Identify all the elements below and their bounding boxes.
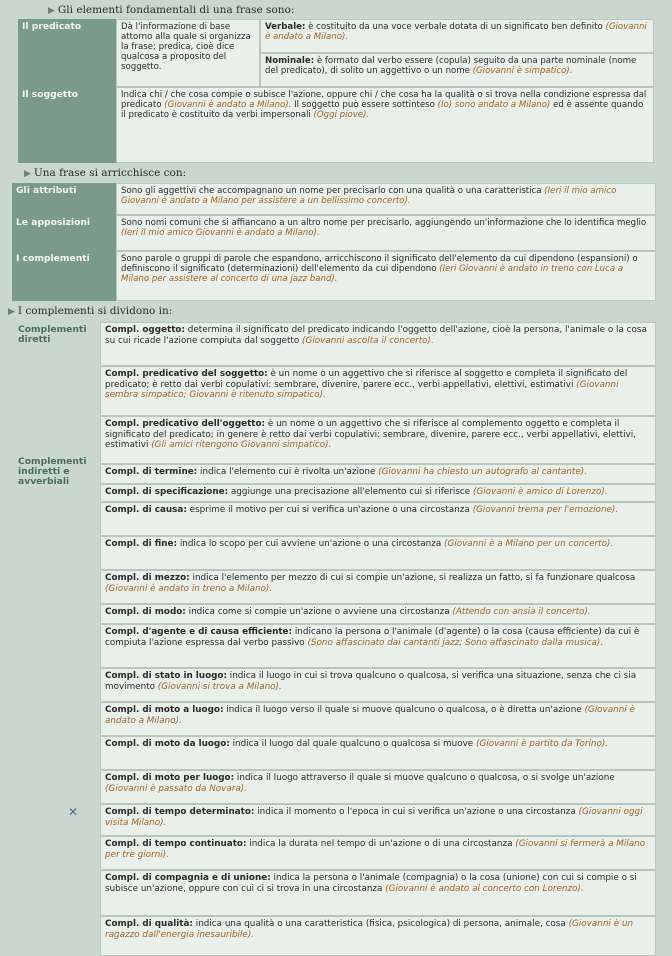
complement-term: Compl. di mezzo:: [105, 573, 190, 583]
complement-row: [100, 604, 656, 624]
complement-example: (Giovanni oggi visita Milano).: [105, 807, 643, 828]
complement-text: indica la durata nel tempo di un'azione o di una circostanza: [249, 839, 513, 849]
label-complementi: I complementi: [12, 251, 116, 301]
complement-term: Compl. di moto a luogo:: [105, 705, 224, 715]
complement-example: (Giovanni ha chiesto un autografo al cantante).: [378, 467, 588, 477]
complement-term: Compl. di stato in luogo:: [105, 671, 227, 681]
complement-term: Compl. di fine:: [105, 539, 178, 549]
complementi-definition: Sono parole o gruppi di parole che espandono, arricchiscono il significato dell'elemento da cui dipendono (espansioni) o definiscono il significato (determinazioni) dell'elemento da cui dipendono (Ieri Giovanni è andato in treno con Luca a Milano per assistere al concerto di una jazz band).: [116, 251, 656, 301]
complement-row: [100, 736, 656, 770]
complement-term: Compl. di termine:: [105, 467, 198, 477]
complement-text: indica l'elemento cui è rivolta un'azione: [200, 467, 376, 477]
complement-example: (Giovanni ascolta il concerto).: [302, 335, 434, 346]
complement-text: indica come si compie un'azione o avviene una circostanza: [188, 607, 450, 617]
complement-term: Compl. predicativo del soggetto:: [105, 369, 268, 379]
complement-row: [100, 464, 656, 484]
complement-term: Compl. di causa:: [105, 505, 187, 515]
complement-example: (Giovanni è andato a Milano).: [105, 705, 635, 726]
label-complementi-indiretti: Complementi indiretti e avverbiali: [18, 456, 87, 487]
complement-text: indica il momento o l'epoca in cui si verifica un'azione o una circostanza: [257, 807, 576, 817]
complement-text: indica il luogo dal quale qualcuno o qualcosa si muove: [232, 739, 474, 749]
complement-text: indica una qualità o una caratteristica (fisica, psicologica) di persona, animale, cosa: [195, 919, 566, 929]
predicato-nominale: Nominale: è formato dal verbo essere (copula) seguito da una parte nominale (nome del predicato), di solito un aggettivo o un nome (Giovanni è simpatico).: [260, 53, 654, 87]
complement-row: [100, 416, 656, 464]
complement-term: Compl. di specificazione:: [105, 487, 229, 497]
soggetto-definition: Indica chi / che cosa compie o subisce l'azione, oppure chi / che cosa ha la qualità o si trova nella condizione espressa dal predicato (Giovanni è andato a Milano). Il soggetto può essere sottinteso (Io) sono andato a Milano) ed è assente quando il predicato è costituito da verbi impersonali (Oggi piove).: [116, 87, 654, 163]
complement-row: [100, 366, 656, 416]
complement-text: determina il significato del predicato indicando l'oggetto dell'azione, cioè la persona, l'animale o la cosa su cui ricade l'azione compiuta dal soggetto: [105, 325, 647, 346]
label-soggetto: Il soggetto: [18, 87, 116, 163]
complement-example: (Giovanni è partito da Torino).: [476, 739, 609, 749]
complement-row: [100, 870, 656, 916]
section-heading-elementi: ▶ Gli elementi fondamentali di una frase sono:: [48, 4, 295, 16]
complement-example: (Giovanni sembra simpatico; Giovanni è ritenuto simpatico).: [105, 379, 619, 401]
apposizioni-definition: Sono nomi comuni che si affiancano a un altro nome per precisarlo, aggiungendo un'informazione che lo identifica meglio (Ieri il mio amico Giovanni è andato a Milano).: [116, 215, 656, 251]
section-heading-dividono: ▶ I complementi si dividono in:: [8, 305, 173, 317]
complement-text: indica l'elemento per mezzo di cui si compie un'azione, si realizza un fatto, si fa funzionare qualcosa: [192, 573, 636, 583]
complement-term: Compl. predicativo dell'oggetto:: [105, 419, 266, 429]
complement-example: (Giovanni trema per l'emozione).: [472, 505, 619, 515]
complement-text: indica il luogo verso il quale si muove qualcuno o qualcosa, o è diretta un'azione: [226, 705, 582, 715]
complement-example: (Giovanni è un ragazzo dall'energia inesauribile).: [105, 919, 634, 940]
complement-example: (Giovanni è andato al concerto con Lorenzo).: [385, 883, 584, 894]
complement-row: [100, 702, 656, 736]
complement-example: (Giovanni è passato da Novara).: [105, 783, 247, 794]
label-predicato: Il predicato: [18, 19, 116, 87]
x-mark-icon: ✕: [68, 805, 79, 819]
complement-term: Compl. di moto da luogo:: [105, 739, 230, 749]
complement-example: (Gli amici ritengono Giovanni simpatico).: [151, 440, 332, 451]
complement-row: [100, 322, 656, 366]
complement-example: (Attendo con ansia il concerto).: [452, 607, 591, 617]
complement-term: Compl. di qualità:: [105, 919, 193, 929]
complement-row: [100, 570, 656, 604]
label-complementi-diretti: Complementi diretti: [18, 324, 87, 345]
complement-term: Compl. di modo:: [105, 607, 186, 617]
complement-term: Compl. di tempo determinato:: [105, 807, 255, 817]
complement-example: (Giovanni è a Milano per un concerto).: [444, 539, 614, 549]
predicato-definition: Dà l'informazione di base attorno alla quale si organizza la frase; predica, cioè dice qualcosa a proposito del soggetto.: [116, 19, 260, 87]
complement-row: [100, 536, 656, 570]
complement-row: [100, 804, 656, 836]
complement-text: è un nome o un aggettivo che si riferisce al soggetto e completa il significato del predicato; è retto dai verbi copulativi: sembrare, divenire, parere ecc., verbi appellativi, elettivi, estimativi: [105, 369, 628, 390]
complement-row: [100, 624, 656, 668]
complement-row: [100, 484, 656, 502]
complement-text: esprime il motivo per cui si verifica un'azione o una circostanza: [189, 505, 470, 515]
complement-row: [100, 770, 656, 804]
complement-term: Compl. oggetto:: [105, 325, 185, 335]
bullet-arrow-icon: ▶: [48, 6, 55, 16]
complement-text: indica la persona o l'animale (compagnia) o la cosa (unione) con cui si compie o si subisce un'azione, oppure con cui ci si trova in una circostanza: [105, 873, 637, 894]
complement-row: [100, 502, 656, 536]
complement-text: indicano la persona o l'animale (d'agente) o la cosa (causa efficiente) da cui è compiuta l'azione espressa dal verbo passivo: [105, 627, 640, 648]
complement-term: Compl. di moto per luogo:: [105, 773, 235, 783]
label-attributi: Gli attributi: [12, 183, 116, 215]
complement-text: aggiunge una precisazione all'elemento cui si riferisce: [230, 487, 471, 497]
complement-term: Compl. d'agente e di causa efficiente:: [105, 627, 293, 637]
complement-term: Compl. di tempo continuato:: [105, 839, 247, 849]
complement-text: indica il luogo in cui si trova qualcuno o qualcosa, si verifica una situazione, senza che ci sia movimento: [105, 671, 637, 692]
label-apposizioni: Le apposizioni: [12, 215, 116, 251]
complement-text: indica il luogo attraverso il quale si muove qualcuno o qualcosa, o si svolge un'azione: [236, 773, 615, 783]
bullet-arrow-icon: ▶: [24, 169, 31, 179]
complement-row: [100, 836, 656, 870]
complement-text: indica lo scopo per cui avviene un'azione o una circostanza: [179, 539, 442, 549]
bullet-arrow-icon: ▶: [8, 307, 15, 317]
predicato-verbale: Verbale: è costituito da una voce verbale dotata di un significato ben definito (Giovanni è andato a Milano).: [260, 19, 654, 53]
attributi-definition: Sono gli aggettivi che accompagnano un nome per precisarlo con una qualità o una caratteristica (Ieri il mio amico Giovanni è andato a Milano per assistere a un bellissimo concerto).: [116, 183, 656, 215]
complement-example: (Giovanni è amico di Lorenzo).: [472, 487, 608, 497]
complement-text: è un nome o un aggettivo che si riferisce al complemento oggetto e completa il significato del predicato; in genere è retto dai verbi copulativi: sembrare, divenire, parere ecc., verbi appellativi, elettivi, estimativi: [105, 419, 636, 451]
section-heading-arricchisce: ▶ Una frase si arricchisce con:: [24, 167, 187, 179]
complement-example: (Giovanni si trova a Milano).: [157, 681, 282, 692]
complement-row: [100, 668, 656, 702]
complement-example: (Giovanni si fermerà a Milano per tre giorni).: [105, 839, 646, 860]
complement-example: (Giovanni è andato in treno a Milano).: [105, 583, 273, 594]
complement-term: Compl. di compagnia e di unione:: [105, 873, 271, 883]
complement-row: [100, 916, 656, 956]
complement-example: (Sono affascinato dai cantanti jazz; Sono affascinato dalla musica).: [307, 637, 604, 648]
